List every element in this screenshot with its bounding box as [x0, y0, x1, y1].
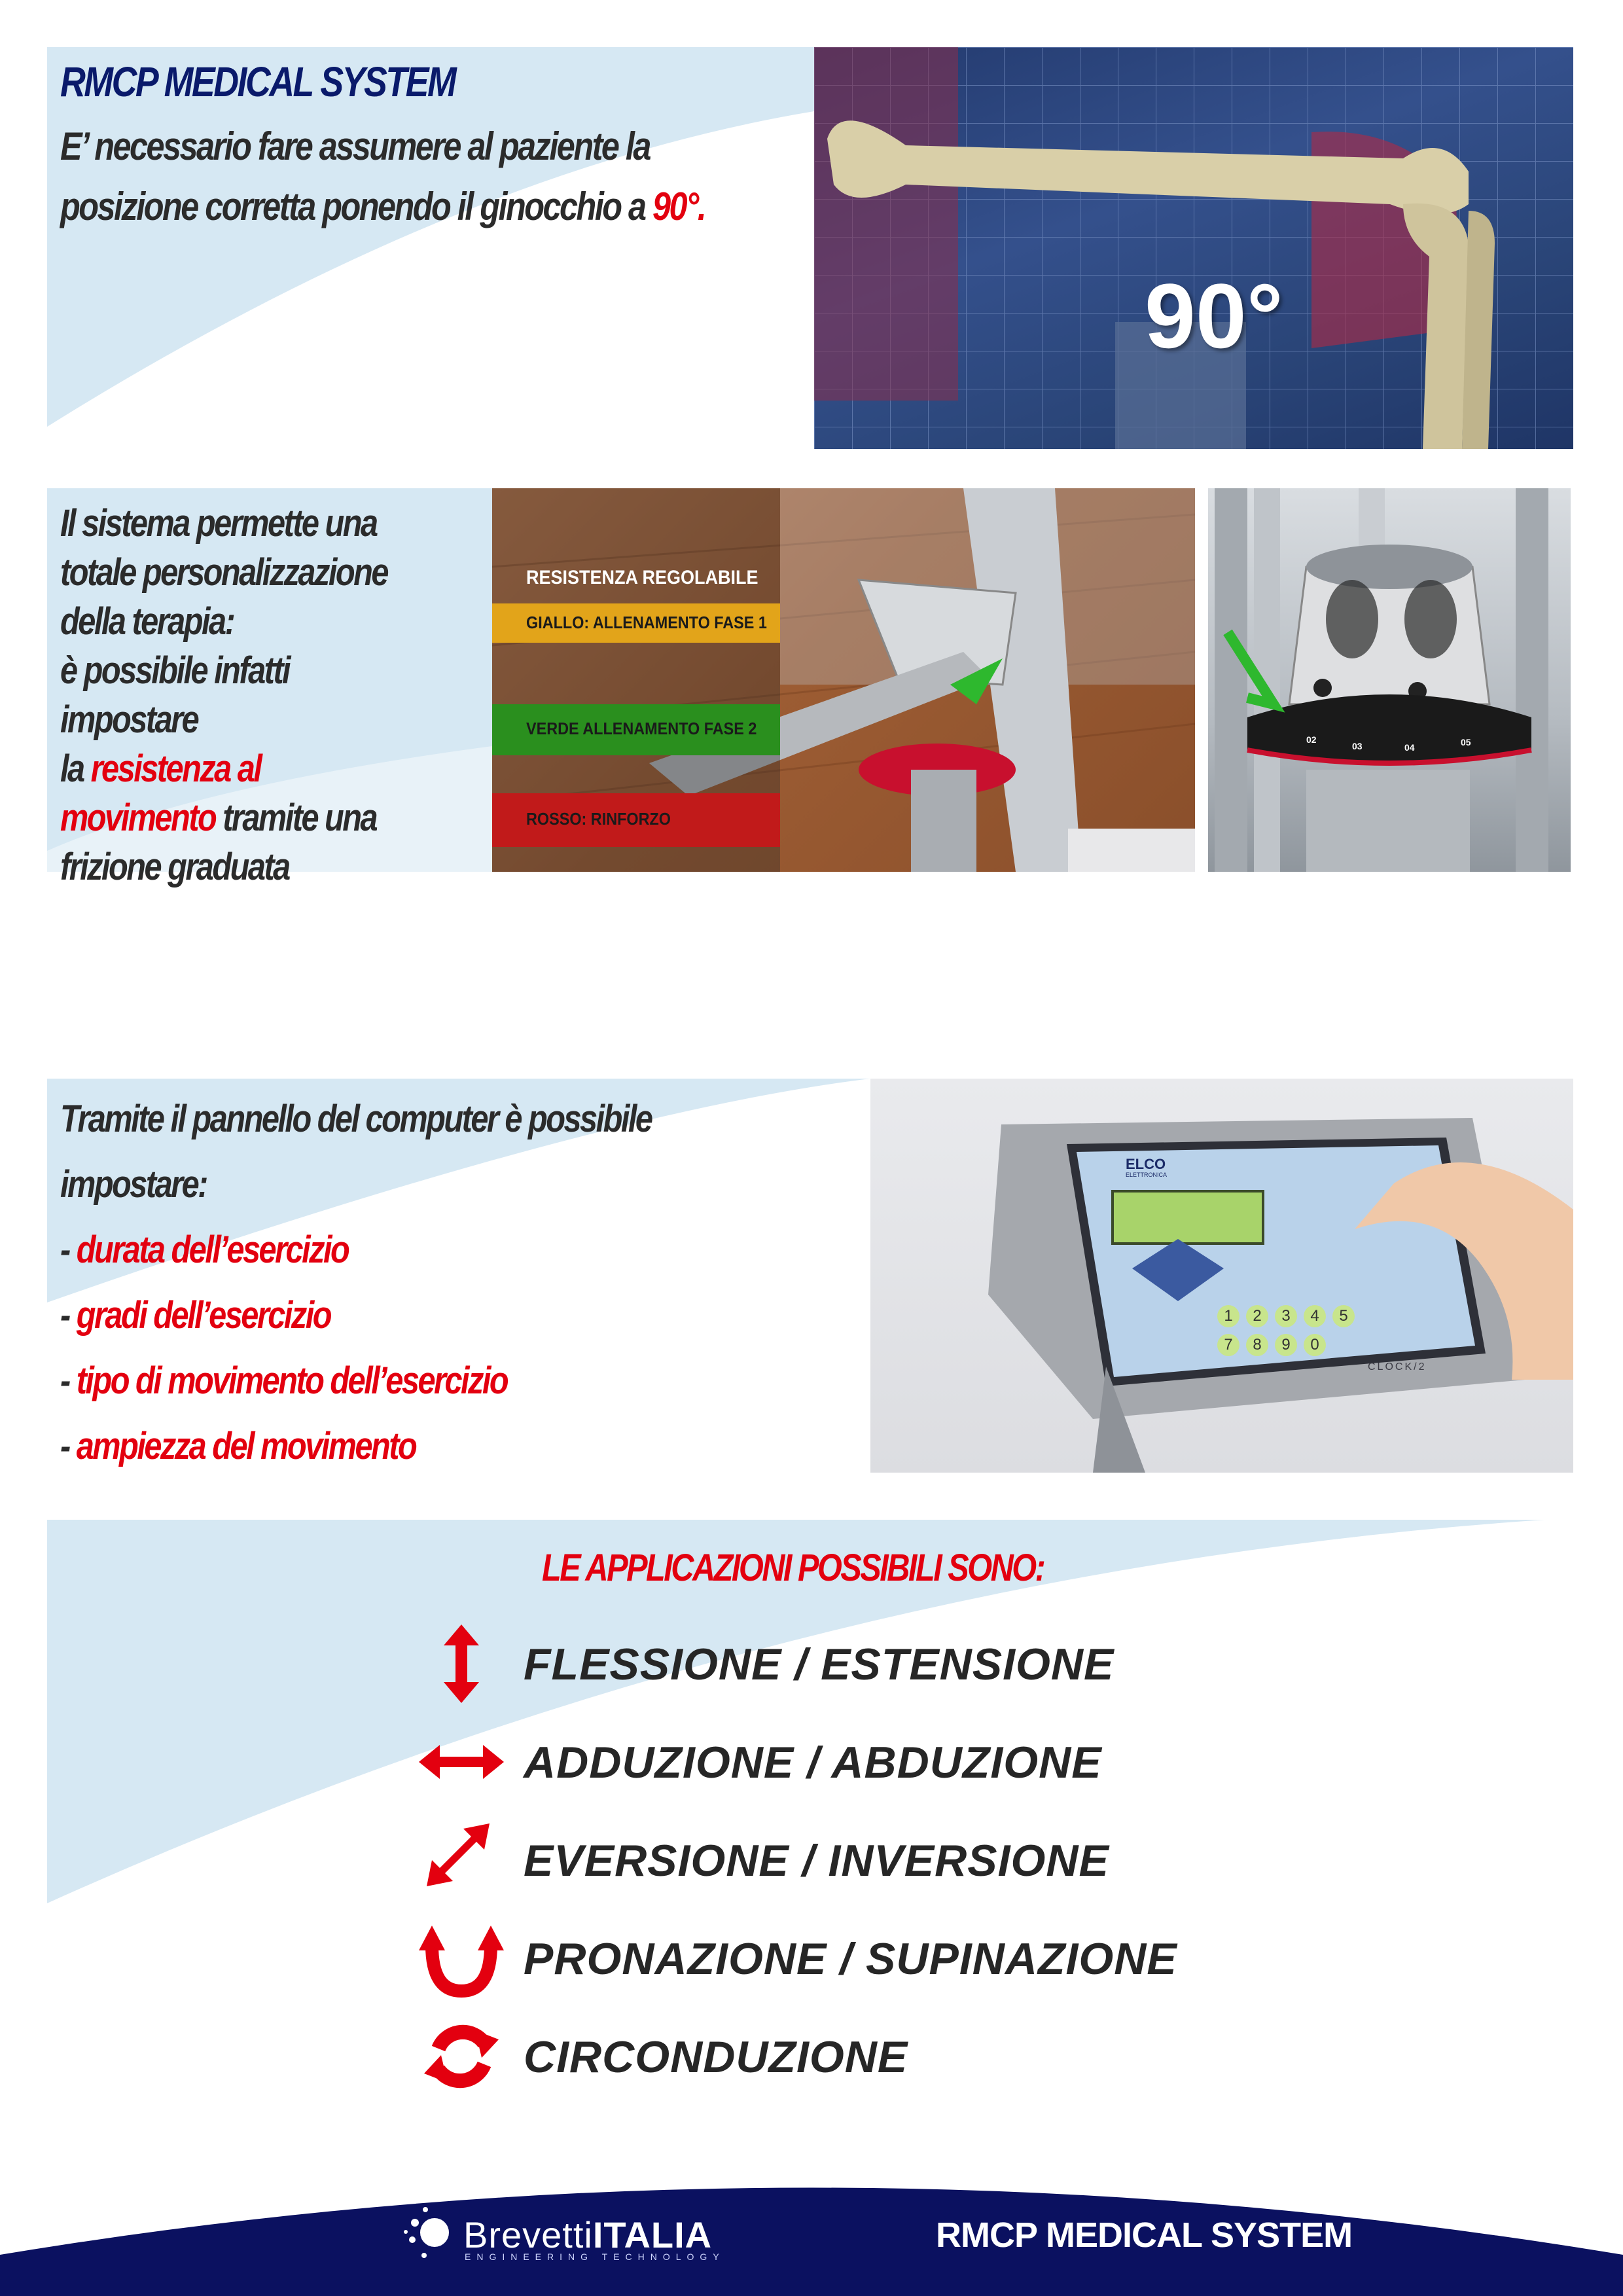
application-label: EVERSIONE / INVERSIONE: [524, 1836, 1109, 1886]
section2-movement-highlight: movimento: [60, 797, 216, 839]
section2-line6-prefix: la: [60, 747, 91, 790]
section3-item-2: [60, 1283, 651, 1348]
section1-angle-highlight: 90°.: [652, 185, 705, 228]
key-5: 5: [1332, 1305, 1355, 1327]
bullet: -: [60, 1359, 77, 1402]
bullet: -: [60, 1229, 77, 1271]
section2-line2: totale personalizzazione: [60, 551, 387, 594]
key-8: 8: [1246, 1334, 1268, 1356]
key-1: 1: [1217, 1305, 1240, 1327]
panel-illustration: [870, 1079, 1573, 1473]
circular-arrows-icon: [419, 2017, 504, 2096]
footer-logo-wordmark: [463, 2214, 712, 2256]
key-7: 7: [1217, 1334, 1240, 1356]
application-label: CIRCONDUZIONE: [524, 2032, 908, 2082]
brevetti-italia-logo-icon: [402, 2203, 454, 2262]
section3-line2: impostare:: [60, 1163, 207, 1206]
dial-tick-05: 05: [1461, 737, 1471, 747]
horizontal-double-arrow-icon: [419, 1723, 504, 1801]
section1-text: [60, 117, 705, 237]
panel-brand: ELCO: [1126, 1156, 1166, 1172]
section2-resistance-highlight: resistenza al: [90, 747, 261, 790]
section3-item-4: [60, 1414, 651, 1479]
bullet: -: [60, 1294, 77, 1336]
panel-model: CLOCK/2: [1368, 1361, 1427, 1372]
dial-tick-02: 02: [1306, 734, 1317, 745]
section1-title: RMCP MEDICAL SYSTEM: [60, 58, 455, 105]
logo-bold-text: ITALIA: [592, 2214, 713, 2255]
section2-line1: Il sistema permette una: [60, 502, 377, 545]
u-turn-arrows-icon: [419, 1919, 504, 1998]
legend-green: VERDE ALLENAMENTO FASE 2: [526, 719, 757, 738]
adjustable-resistance-image: [492, 488, 1195, 872]
key-0: 0: [1304, 1334, 1326, 1356]
legend-yellow: GIALLO: ALLENAMENTO FASE 1: [526, 613, 767, 632]
section2-line5: impostare: [60, 698, 198, 741]
section2-line7: [60, 793, 387, 842]
section2-line8: frizione graduata: [60, 846, 289, 888]
application-label: FLESSIONE / ESTENSIONE: [524, 1640, 1115, 1689]
section3-text: [60, 1086, 651, 1479]
computer-panel-image: [870, 1079, 1573, 1473]
footer-title: RMCP MEDICAL SYSTEM: [936, 2215, 1353, 2255]
knee-90-degree-image: [814, 47, 1573, 449]
diagonal-double-arrow-icon: [419, 1821, 504, 1899]
section1-line1: E’ necessario fare assumere al paziente la: [60, 124, 650, 168]
resistance-legend: [492, 488, 780, 872]
vertical-double-arrow-icon: [419, 1624, 504, 1703]
section1-line2: [60, 177, 705, 237]
item-duration: durata dell’esercizio: [76, 1229, 349, 1271]
panel-keypad: [1211, 1300, 1394, 1365]
item-degrees: gradi dell’esercizio: [76, 1294, 330, 1336]
bullet: -: [60, 1425, 77, 1467]
section3-item-3: [60, 1348, 651, 1414]
panel-brand-sub: ELETTRONICA: [1126, 1172, 1168, 1178]
legend-title: RESISTENZA REGOLABILE: [526, 567, 758, 588]
graduated-friction-dial-image: [1208, 488, 1571, 872]
key-4: 4: [1304, 1305, 1326, 1327]
application-label: PRONAZIONE / SUPINAZIONE: [524, 1934, 1177, 1984]
section2-line6: [60, 744, 387, 793]
section3-item-1: [60, 1217, 651, 1283]
dial-tick-04: 04: [1404, 742, 1415, 753]
key-9: 9: [1275, 1334, 1297, 1356]
footer-logo-tagline: ENGINEERING TECHNOLOGY: [465, 2251, 725, 2262]
section1-line2-prefix: posizione corretta ponendo il ginocchio a: [60, 185, 653, 228]
knee-angle-label: 90°: [1145, 264, 1283, 367]
dial-illustration: [1208, 488, 1571, 872]
key-3: 3: [1275, 1305, 1297, 1327]
section2-line7-suffix: tramite una: [215, 797, 377, 839]
application-label: ADDUZIONE / ABDUZIONE: [524, 1738, 1102, 1787]
item-movement-type: tipo di movimento dell’esercizio: [76, 1359, 508, 1402]
section2-line3: della terapia:: [60, 600, 234, 643]
key-2: 2: [1246, 1305, 1268, 1327]
section2-line4: è possibile infatti: [60, 649, 290, 692]
section3-line1: Tramite il pannello del computer è possibile: [60, 1098, 652, 1140]
applications-heading: LE APPLICAZIONI POSSIBILI SONO:: [542, 1547, 1044, 1589]
legend-red: ROSSO: RINFORZO: [526, 809, 671, 829]
knee-illustration: [814, 47, 1573, 449]
dial-tick-03: 03: [1352, 741, 1363, 751]
item-amplitude: ampiezza del movimento: [76, 1425, 416, 1467]
section2-text: [60, 499, 387, 891]
logo-light-text: Brevetti: [463, 2214, 593, 2255]
